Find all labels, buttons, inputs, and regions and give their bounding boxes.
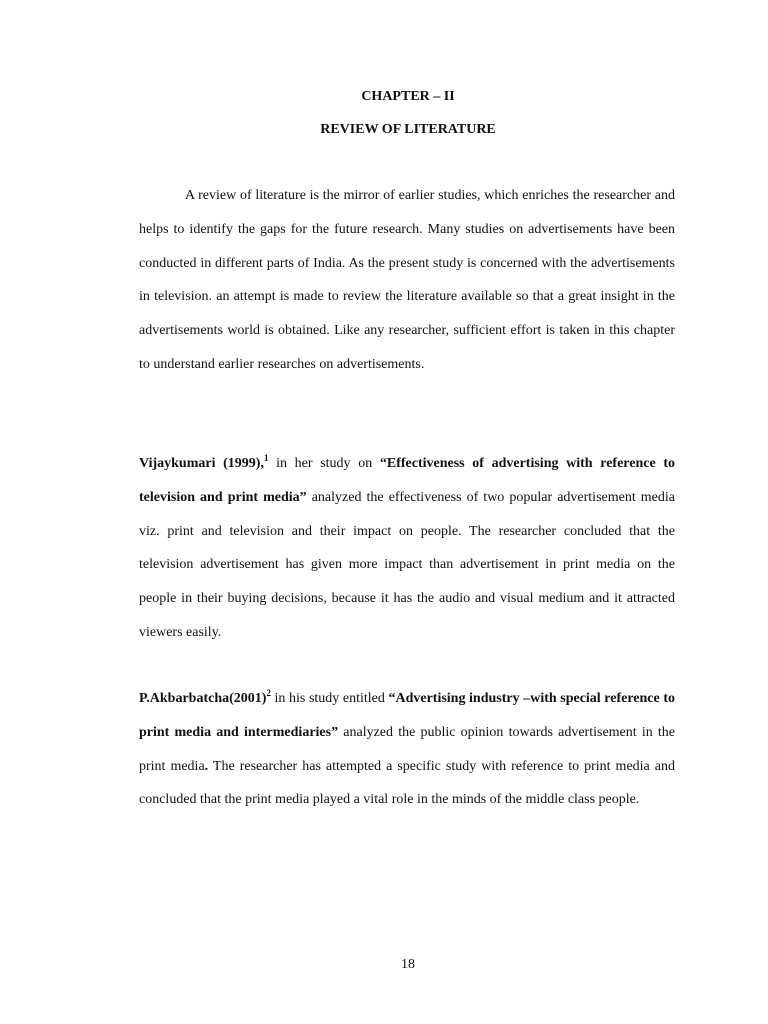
entry-body-text: The researcher has attempted a specific study with reference to print media and concluded that the print media played a vital role in the minds of the middle class people.: [139, 758, 675, 808]
author-name: Vijaykumari (1999),: [139, 456, 264, 471]
literature-entry-vijaykumari: [139, 447, 675, 650]
entry-body-text: analyzed the effectiveness of two popular advertisement media viz. print and television and their impact on people. The researcher concluded that the television advertisement has given more impact than advertisement in print media on the people in their buying decisions, because it has the audio and visual medium and it attracted viewers easily.: [139, 489, 675, 640]
study-title: “Effectiveness of advertising with reference to television and print media”: [139, 456, 675, 505]
chapter-heading: CHAPTER – II: [361, 89, 455, 104]
footnote-marker: 1: [263, 453, 269, 463]
page-number: 18: [401, 957, 415, 972]
entry-lead-text: in his study entitled: [270, 691, 389, 706]
entry-body-text: analyzed the public opinion towards advertisement in the print media: [139, 724, 675, 774]
intro-paragraph: A review of literature is the mirror of earlier studies, which enriches the researcher and helps to identify the gaps for the future research. Many studies on advertisements have been conducted in different parts of India. As the present study is concerned with the advertisements in television. an attempt is made to review the literature available so that a great insight in the advertisements world is obtained. Like any researcher, sufficient effort is taken in this chapter to understand earlier researches on advertisements.: [139, 188, 675, 372]
study-title: “Advertising industry –with special reference to print media and intermediaries”: [139, 691, 675, 740]
entry-bold-period: .: [204, 758, 209, 774]
section-title: REVIEW OF LITERATURE: [320, 122, 496, 137]
footnote-marker: 2: [266, 688, 271, 698]
literature-entry-akbarbatcha: [139, 682, 675, 817]
entry-lead-text: in her study on: [268, 456, 380, 471]
author-name: P.Akbarbatcha(2001): [139, 691, 267, 706]
